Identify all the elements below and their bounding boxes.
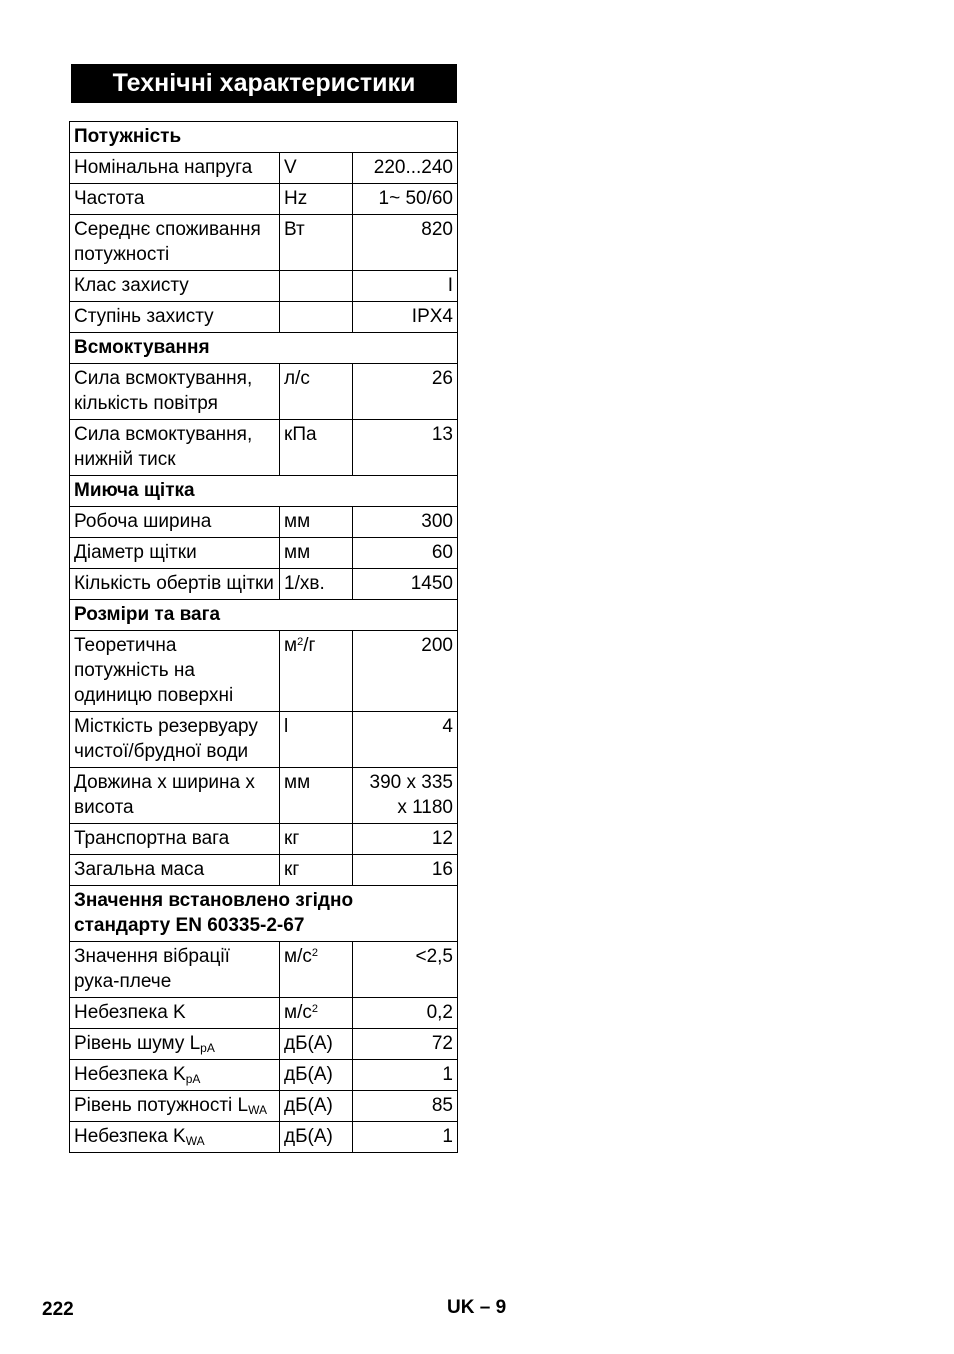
spec-unit: [280, 998, 353, 1029]
page-label: UK – 9: [447, 1297, 507, 1318]
spec-value: 26: [353, 364, 458, 420]
table-row: [70, 768, 458, 824]
unit-base: м/с: [284, 946, 312, 967]
spec-unit: дБ(А): [280, 1091, 353, 1122]
spec-value: 72: [353, 1029, 458, 1060]
table-row: [70, 824, 458, 855]
spec-name: Транспортна вага: [70, 824, 280, 855]
table-row: [70, 507, 458, 538]
spec-unit: мм: [280, 768, 353, 824]
spec-name: Довжина x ширина x висота: [70, 768, 280, 824]
specs-table: [69, 121, 458, 1153]
spec-value: 200: [353, 631, 458, 712]
table-row: [70, 998, 458, 1029]
spec-value: 16: [353, 855, 458, 886]
table-row: [70, 712, 458, 768]
spec-unit: Вт: [280, 215, 353, 271]
spec-unit: [280, 271, 353, 302]
unit-base: м/с: [284, 1002, 312, 1023]
spec-value: 390 x 335 x 1180: [353, 768, 458, 824]
unit-superscript: 2: [311, 947, 318, 959]
table-row: [70, 569, 458, 600]
section-header-row: [70, 333, 458, 364]
spec-value: 12: [353, 824, 458, 855]
table-row: [70, 364, 458, 420]
spec-name-base: Рівень потужності L: [74, 1095, 249, 1116]
table-row: [70, 271, 458, 302]
spec-value: I: [353, 271, 458, 302]
spec-name-base: Небезпека K: [74, 1126, 186, 1147]
section-header-row: [70, 600, 458, 631]
table-row: [70, 153, 458, 184]
spec-name: [70, 1091, 280, 1122]
spec-name: Частота: [70, 184, 280, 215]
spec-value: 1~ 50/60: [353, 184, 458, 215]
spec-name: Значення вібрації рука-плече: [70, 942, 280, 998]
spec-name: Клас захисту: [70, 271, 280, 302]
section-heading: Потужність: [70, 122, 458, 153]
unit-tail: /г: [303, 635, 316, 656]
spec-name: Теоретична потужність на одиницю поверхні: [70, 631, 280, 712]
spec-name: Загальна маса: [70, 855, 280, 886]
section-header-row: [70, 886, 458, 942]
spec-unit: мм: [280, 538, 353, 569]
spec-unit: l: [280, 712, 353, 768]
spec-unit: кПа: [280, 420, 353, 476]
table-row: [70, 1122, 458, 1153]
spec-value: 4: [353, 712, 458, 768]
spec-value: <2,5: [353, 942, 458, 998]
spec-value: 820: [353, 215, 458, 271]
unit-superscript: 2: [297, 636, 304, 648]
section-heading: Всмоктування: [70, 333, 458, 364]
spec-value: 85: [353, 1091, 458, 1122]
spec-name: Кількість обертів щітки: [70, 569, 280, 600]
spec-name: Діаметр щітки: [70, 538, 280, 569]
spec-name: Місткість резервуару чистої/брудної води: [70, 712, 280, 768]
spec-unit: дБ(А): [280, 1029, 353, 1060]
table-row: [70, 631, 458, 712]
table-row: [70, 420, 458, 476]
table-row: [70, 184, 458, 215]
spec-name: Сила всмоктування, нижній тиск: [70, 420, 280, 476]
table-row: [70, 1091, 458, 1122]
spec-value: 300: [353, 507, 458, 538]
table-row: [70, 942, 458, 998]
spec-unit: V: [280, 153, 353, 184]
section-heading: Значення встановлено згідно стандарту EN 60335-2-67: [70, 886, 458, 942]
section-heading: Розміри та вага: [70, 600, 458, 631]
spec-name: Сила всмоктування, кількість повітря: [70, 364, 280, 420]
spec-value: 1: [353, 1122, 458, 1153]
spec-unit: [280, 302, 353, 333]
spec-unit: 1/хв.: [280, 569, 353, 600]
spec-value: IPX4: [353, 302, 458, 333]
table-row: [70, 538, 458, 569]
spec-value: 60: [353, 538, 458, 569]
spec-name-base: Небезпека K: [74, 1064, 186, 1085]
section-heading: Миюча щітка: [70, 476, 458, 507]
spec-name: Небезпека K: [70, 998, 280, 1029]
table-row: [70, 302, 458, 333]
section-header-row: [70, 476, 458, 507]
unit-base: м: [284, 635, 298, 656]
spec-name-subscript: pA: [185, 1072, 201, 1086]
spec-unit: дБ(А): [280, 1122, 353, 1153]
spec-name: [70, 1029, 280, 1060]
spec-unit: л/с: [280, 364, 353, 420]
spec-unit: Hz: [280, 184, 353, 215]
table-row: [70, 215, 458, 271]
page-number: 222: [42, 1299, 74, 1320]
spec-unit: кг: [280, 855, 353, 886]
table-row: [70, 1060, 458, 1091]
spec-name: [70, 1060, 280, 1091]
spec-unit: дБ(А): [280, 1060, 353, 1091]
spec-name: Номінальна напруга: [70, 153, 280, 184]
page-title: Технічні характеристики: [71, 64, 457, 103]
spec-name: Робоча ширина: [70, 507, 280, 538]
spec-name-subscript: WA: [248, 1103, 268, 1117]
spec-name: Ступінь захисту: [70, 302, 280, 333]
spec-unit: кг: [280, 824, 353, 855]
spec-name-subscript: pA: [200, 1041, 215, 1055]
spec-name-base: Рівень шуму L: [74, 1033, 201, 1054]
spec-value: 1450: [353, 569, 458, 600]
section-header-row: [70, 122, 458, 153]
spec-unit: мм: [280, 507, 353, 538]
table-row: [70, 1029, 458, 1060]
spec-value: 0,2: [353, 998, 458, 1029]
spec-value: 13: [353, 420, 458, 476]
spec-value: 220...240: [353, 153, 458, 184]
spec-name: [70, 1122, 280, 1153]
table-row: [70, 855, 458, 886]
spec-unit: [280, 942, 353, 998]
spec-value: 1: [353, 1060, 458, 1091]
spec-name: Середнє споживання потужності: [70, 215, 280, 271]
spec-unit: [280, 631, 353, 712]
spec-name-subscript: WA: [185, 1134, 205, 1148]
unit-superscript: 2: [311, 1003, 318, 1015]
